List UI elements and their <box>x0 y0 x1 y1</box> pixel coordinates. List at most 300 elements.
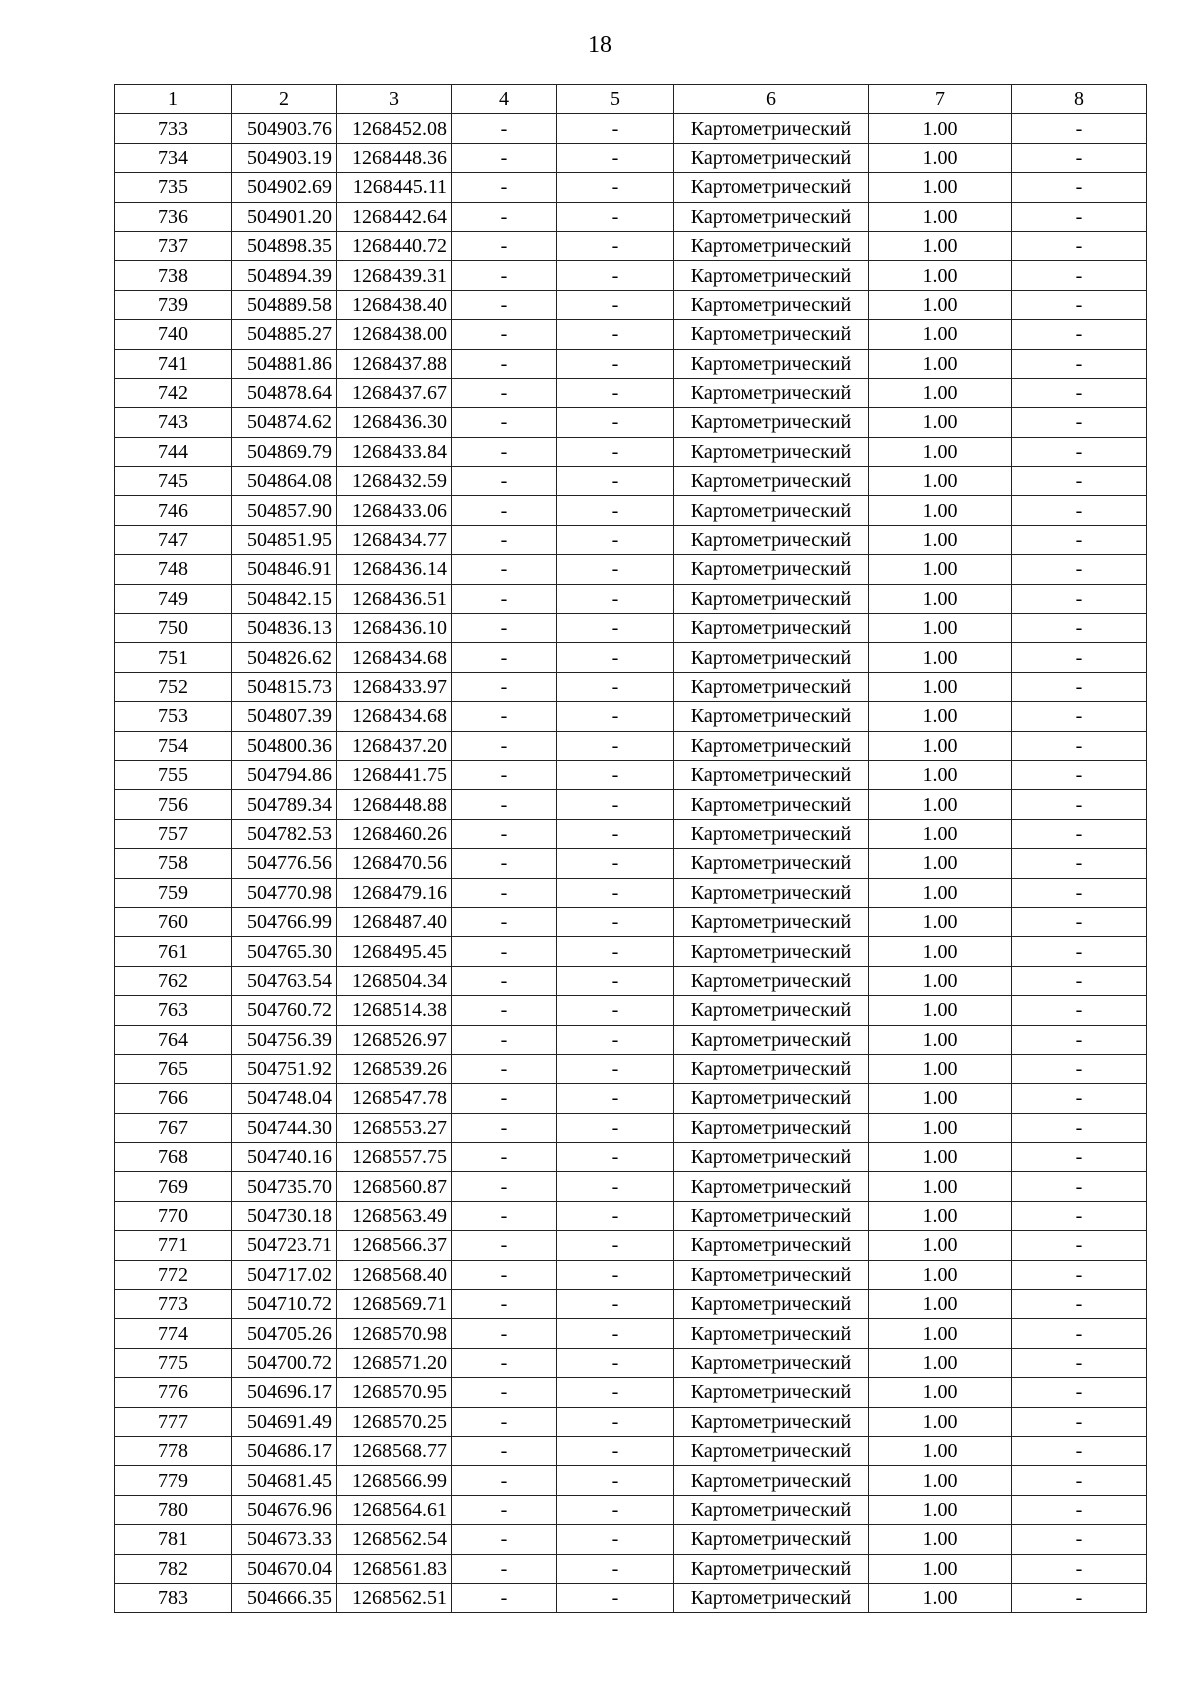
col4-value-cell: - <box>452 143 557 172</box>
table-row <box>115 702 1147 731</box>
accuracy-cell: 1.00 <box>869 173 1012 202</box>
coord-y-cell: 1268560.87 <box>337 1172 452 1201</box>
accuracy-cell: 1.00 <box>869 378 1012 407</box>
coord-y-cell: 1268452.08 <box>337 114 452 143</box>
coord-y-cell: 1268487.40 <box>337 907 452 936</box>
col8-value-cell: - <box>1012 378 1147 407</box>
coord-y-cell: 1268434.68 <box>337 643 452 672</box>
col5-value-cell: - <box>557 614 674 643</box>
method-cell: Картометрический <box>674 202 869 231</box>
col5-value-cell: - <box>557 1348 674 1377</box>
accuracy-cell: 1.00 <box>869 614 1012 643</box>
col4-value-cell: - <box>452 672 557 701</box>
point-number-cell: 733 <box>115 114 232 143</box>
table-row <box>115 849 1147 878</box>
coord-x-cell: 504903.76 <box>232 114 337 143</box>
col4-value-cell: - <box>452 1143 557 1172</box>
table-row <box>115 261 1147 290</box>
coord-y-cell: 1268436.14 <box>337 555 452 584</box>
coord-y-cell: 1268436.51 <box>337 584 452 613</box>
coord-x-cell: 504730.18 <box>232 1201 337 1230</box>
accuracy-cell: 1.00 <box>869 437 1012 466</box>
coord-y-cell: 1268568.40 <box>337 1260 452 1289</box>
point-number-cell: 749 <box>115 584 232 613</box>
table-row <box>115 1319 1147 1348</box>
method-cell: Картометрический <box>674 1113 869 1142</box>
coord-x-cell: 504846.91 <box>232 555 337 584</box>
col5-value-cell: - <box>557 966 674 995</box>
coord-x-cell: 504673.33 <box>232 1525 337 1554</box>
accuracy-cell: 1.00 <box>869 143 1012 172</box>
col8-value-cell: - <box>1012 760 1147 789</box>
table-row <box>115 437 1147 466</box>
col4-value-cell: - <box>452 937 557 966</box>
col8-value-cell: - <box>1012 643 1147 672</box>
point-number-cell: 758 <box>115 849 232 878</box>
col4-value-cell: - <box>452 1378 557 1407</box>
col5-value-cell: - <box>557 525 674 554</box>
coord-y-cell: 1268570.95 <box>337 1378 452 1407</box>
accuracy-cell: 1.00 <box>869 966 1012 995</box>
col8-value-cell: - <box>1012 231 1147 260</box>
method-cell: Картометрический <box>674 1525 869 1554</box>
col5-value-cell: - <box>557 437 674 466</box>
coord-y-cell: 1268442.64 <box>337 202 452 231</box>
col4-value-cell: - <box>452 1231 557 1260</box>
point-number-cell: 763 <box>115 996 232 1025</box>
coord-y-cell: 1268433.84 <box>337 437 452 466</box>
coord-x-cell: 504744.30 <box>232 1113 337 1142</box>
col5-value-cell: - <box>557 819 674 848</box>
col8-value-cell: - <box>1012 202 1147 231</box>
coord-y-cell: 1268553.27 <box>337 1113 452 1142</box>
col5-value-cell: - <box>557 1143 674 1172</box>
table-row <box>115 1143 1147 1172</box>
coord-x-cell: 504881.86 <box>232 349 337 378</box>
point-number-cell: 768 <box>115 1143 232 1172</box>
coord-y-cell: 1268539.26 <box>337 1054 452 1083</box>
table-row <box>115 1054 1147 1083</box>
coord-x-cell: 504902.69 <box>232 173 337 202</box>
col8-value-cell: - <box>1012 261 1147 290</box>
method-cell: Картометрический <box>674 1231 869 1260</box>
coord-y-cell: 1268569.71 <box>337 1290 452 1319</box>
accuracy-cell: 1.00 <box>869 672 1012 701</box>
coord-y-cell: 1268437.20 <box>337 731 452 760</box>
col4-value-cell: - <box>452 878 557 907</box>
accuracy-cell: 1.00 <box>869 202 1012 231</box>
table-row <box>115 790 1147 819</box>
point-number-cell: 735 <box>115 173 232 202</box>
col4-value-cell: - <box>452 1348 557 1377</box>
coord-x-cell: 504763.54 <box>232 966 337 995</box>
col4-value-cell: - <box>452 437 557 466</box>
accuracy-cell: 1.00 <box>869 290 1012 319</box>
column-header-7: 7 <box>869 85 1012 114</box>
accuracy-cell: 1.00 <box>869 261 1012 290</box>
coord-y-cell: 1268470.56 <box>337 849 452 878</box>
col5-value-cell: - <box>557 1495 674 1524</box>
table-row <box>115 467 1147 496</box>
col5-value-cell: - <box>557 1025 674 1054</box>
method-cell: Картометрический <box>674 290 869 319</box>
point-number-cell: 772 <box>115 1260 232 1289</box>
method-cell: Картометрический <box>674 1319 869 1348</box>
col5-value-cell: - <box>557 1113 674 1142</box>
col5-value-cell: - <box>557 1436 674 1465</box>
table-row <box>115 672 1147 701</box>
col4-value-cell: - <box>452 1436 557 1465</box>
point-number-cell: 740 <box>115 320 232 349</box>
col8-value-cell: - <box>1012 996 1147 1025</box>
point-number-cell: 759 <box>115 878 232 907</box>
col5-value-cell: - <box>557 261 674 290</box>
point-number-cell: 742 <box>115 378 232 407</box>
table-row <box>115 143 1147 172</box>
method-cell: Картометрический <box>674 849 869 878</box>
accuracy-cell: 1.00 <box>869 849 1012 878</box>
coord-x-cell: 504782.53 <box>232 819 337 848</box>
method-cell: Картометрический <box>674 437 869 466</box>
table-row <box>115 996 1147 1025</box>
coord-y-cell: 1268526.97 <box>337 1025 452 1054</box>
col8-value-cell: - <box>1012 555 1147 584</box>
point-number-cell: 764 <box>115 1025 232 1054</box>
coord-y-cell: 1268437.88 <box>337 349 452 378</box>
coord-x-cell: 504691.49 <box>232 1407 337 1436</box>
method-cell: Картометрический <box>674 143 869 172</box>
coordinates-table <box>114 84 1147 1613</box>
method-cell: Картометрический <box>674 1466 869 1495</box>
method-cell: Картометрический <box>674 525 869 554</box>
coord-y-cell: 1268568.77 <box>337 1436 452 1465</box>
col8-value-cell: - <box>1012 1407 1147 1436</box>
accuracy-cell: 1.00 <box>869 496 1012 525</box>
point-number-cell: 739 <box>115 290 232 319</box>
col5-value-cell: - <box>557 378 674 407</box>
method-cell: Картометрический <box>674 937 869 966</box>
coord-y-cell: 1268495.45 <box>337 937 452 966</box>
accuracy-cell: 1.00 <box>869 1260 1012 1289</box>
point-number-cell: 769 <box>115 1172 232 1201</box>
col5-value-cell: - <box>557 1554 674 1583</box>
method-cell: Картометрический <box>674 1260 869 1289</box>
col5-value-cell: - <box>557 1290 674 1319</box>
col4-value-cell: - <box>452 996 557 1025</box>
coord-x-cell: 504851.95 <box>232 525 337 554</box>
col5-value-cell: - <box>557 1054 674 1083</box>
col4-value-cell: - <box>452 290 557 319</box>
coord-x-cell: 504670.04 <box>232 1554 337 1583</box>
coord-y-cell: 1268562.51 <box>337 1583 452 1612</box>
coord-y-cell: 1268445.11 <box>337 173 452 202</box>
table-row <box>115 966 1147 995</box>
col5-value-cell: - <box>557 1407 674 1436</box>
coord-x-cell: 504878.64 <box>232 378 337 407</box>
point-number-cell: 748 <box>115 555 232 584</box>
col5-value-cell: - <box>557 849 674 878</box>
coord-x-cell: 504903.19 <box>232 143 337 172</box>
accuracy-cell: 1.00 <box>869 1348 1012 1377</box>
col8-value-cell: - <box>1012 1113 1147 1142</box>
col8-value-cell: - <box>1012 1583 1147 1612</box>
col8-value-cell: - <box>1012 437 1147 466</box>
method-cell: Картометрический <box>674 1495 869 1524</box>
table-row <box>115 525 1147 554</box>
table-row <box>115 114 1147 143</box>
point-number-cell: 743 <box>115 408 232 437</box>
col8-value-cell: - <box>1012 584 1147 613</box>
col8-value-cell: - <box>1012 173 1147 202</box>
point-number-cell: 747 <box>115 525 232 554</box>
coord-y-cell: 1268566.99 <box>337 1466 452 1495</box>
method-cell: Картометрический <box>674 1054 869 1083</box>
col5-value-cell: - <box>557 760 674 789</box>
accuracy-cell: 1.00 <box>869 1025 1012 1054</box>
coord-x-cell: 504748.04 <box>232 1084 337 1113</box>
coord-x-cell: 504836.13 <box>232 614 337 643</box>
accuracy-cell: 1.00 <box>869 1554 1012 1583</box>
coord-y-cell: 1268436.10 <box>337 614 452 643</box>
accuracy-cell: 1.00 <box>869 996 1012 1025</box>
coord-x-cell: 504894.39 <box>232 261 337 290</box>
point-number-cell: 766 <box>115 1084 232 1113</box>
table-row <box>115 1084 1147 1113</box>
coord-x-cell: 504705.26 <box>232 1319 337 1348</box>
col4-value-cell: - <box>452 1054 557 1083</box>
accuracy-cell: 1.00 <box>869 702 1012 731</box>
accuracy-cell: 1.00 <box>869 1172 1012 1201</box>
coord-y-cell: 1268441.75 <box>337 760 452 789</box>
point-number-cell: 753 <box>115 702 232 731</box>
point-number-cell: 782 <box>115 1554 232 1583</box>
col4-value-cell: - <box>452 1495 557 1524</box>
point-number-cell: 761 <box>115 937 232 966</box>
method-cell: Картометрический <box>674 878 869 907</box>
coord-y-cell: 1268571.20 <box>337 1348 452 1377</box>
col4-value-cell: - <box>452 1201 557 1230</box>
page-number: 18 <box>588 32 612 58</box>
coord-x-cell: 504700.72 <box>232 1348 337 1377</box>
col8-value-cell: - <box>1012 1290 1147 1319</box>
col4-value-cell: - <box>452 966 557 995</box>
col5-value-cell: - <box>557 790 674 819</box>
col8-value-cell: - <box>1012 849 1147 878</box>
col5-value-cell: - <box>557 143 674 172</box>
table-row <box>115 320 1147 349</box>
method-cell: Картометрический <box>674 907 869 936</box>
method-cell: Картометрический <box>674 1583 869 1612</box>
coord-x-cell: 504864.08 <box>232 467 337 496</box>
point-number-cell: 755 <box>115 760 232 789</box>
col5-value-cell: - <box>557 114 674 143</box>
col4-value-cell: - <box>452 349 557 378</box>
coord-y-cell: 1268566.37 <box>337 1231 452 1260</box>
col4-value-cell: - <box>452 790 557 819</box>
table-row <box>115 1113 1147 1142</box>
accuracy-cell: 1.00 <box>869 643 1012 672</box>
method-cell: Картометрический <box>674 702 869 731</box>
point-number-cell: 746 <box>115 496 232 525</box>
col4-value-cell: - <box>452 496 557 525</box>
col5-value-cell: - <box>557 1466 674 1495</box>
col8-value-cell: - <box>1012 1319 1147 1348</box>
accuracy-cell: 1.00 <box>869 1583 1012 1612</box>
coord-x-cell: 504770.98 <box>232 878 337 907</box>
col5-value-cell: - <box>557 349 674 378</box>
method-cell: Картометрический <box>674 760 869 789</box>
method-cell: Картометрический <box>674 672 869 701</box>
coord-x-cell: 504756.39 <box>232 1025 337 1054</box>
accuracy-cell: 1.00 <box>869 1436 1012 1465</box>
accuracy-cell: 1.00 <box>869 555 1012 584</box>
coord-y-cell: 1268504.34 <box>337 966 452 995</box>
table-row <box>115 1201 1147 1230</box>
col8-value-cell: - <box>1012 496 1147 525</box>
coord-y-cell: 1268561.83 <box>337 1554 452 1583</box>
point-number-cell: 734 <box>115 143 232 172</box>
table-row <box>115 1436 1147 1465</box>
accuracy-cell: 1.00 <box>869 231 1012 260</box>
coord-y-cell: 1268438.00 <box>337 320 452 349</box>
point-number-cell: 775 <box>115 1348 232 1377</box>
coord-y-cell: 1268563.49 <box>337 1201 452 1230</box>
col4-value-cell: - <box>452 261 557 290</box>
column-header-6: 6 <box>674 85 869 114</box>
method-cell: Картометрический <box>674 349 869 378</box>
col5-value-cell: - <box>557 555 674 584</box>
table-row <box>115 643 1147 672</box>
column-header-5: 5 <box>557 85 674 114</box>
table-row <box>115 1172 1147 1201</box>
table-row <box>115 1260 1147 1289</box>
method-cell: Картометрический <box>674 1290 869 1319</box>
col5-value-cell: - <box>557 290 674 319</box>
col4-value-cell: - <box>452 378 557 407</box>
col5-value-cell: - <box>557 1231 674 1260</box>
coord-x-cell: 504765.30 <box>232 937 337 966</box>
col4-value-cell: - <box>452 1290 557 1319</box>
point-number-cell: 737 <box>115 231 232 260</box>
table-header <box>115 85 1147 114</box>
col4-value-cell: - <box>452 849 557 878</box>
method-cell: Картометрический <box>674 261 869 290</box>
point-number-cell: 745 <box>115 467 232 496</box>
point-number-cell: 754 <box>115 731 232 760</box>
col4-value-cell: - <box>452 702 557 731</box>
col4-value-cell: - <box>452 1407 557 1436</box>
coord-y-cell: 1268547.78 <box>337 1084 452 1113</box>
table-row <box>115 202 1147 231</box>
coord-x-cell: 504815.73 <box>232 672 337 701</box>
col8-value-cell: - <box>1012 408 1147 437</box>
method-cell: Картометрический <box>674 996 869 1025</box>
table-row <box>115 231 1147 260</box>
col4-value-cell: - <box>452 173 557 202</box>
col8-value-cell: - <box>1012 1143 1147 1172</box>
col5-value-cell: - <box>557 672 674 701</box>
coord-x-cell: 504760.72 <box>232 996 337 1025</box>
column-header-4: 4 <box>452 85 557 114</box>
col8-value-cell: - <box>1012 1466 1147 1495</box>
coord-y-cell: 1268437.67 <box>337 378 452 407</box>
method-cell: Картометрический <box>674 378 869 407</box>
method-cell: Картометрический <box>674 1025 869 1054</box>
col8-value-cell: - <box>1012 1378 1147 1407</box>
point-number-cell: 757 <box>115 819 232 848</box>
method-cell: Картометрический <box>674 467 869 496</box>
accuracy-cell: 1.00 <box>869 467 1012 496</box>
point-number-cell: 779 <box>115 1466 232 1495</box>
col8-value-cell: - <box>1012 672 1147 701</box>
col8-value-cell: - <box>1012 1348 1147 1377</box>
accuracy-cell: 1.00 <box>869 907 1012 936</box>
col8-value-cell: - <box>1012 114 1147 143</box>
point-number-cell: 778 <box>115 1436 232 1465</box>
col8-value-cell: - <box>1012 1025 1147 1054</box>
method-cell: Картометрический <box>674 1084 869 1113</box>
accuracy-cell: 1.00 <box>869 1113 1012 1142</box>
accuracy-cell: 1.00 <box>869 1319 1012 1348</box>
col4-value-cell: - <box>452 231 557 260</box>
coord-x-cell: 504686.17 <box>232 1436 337 1465</box>
accuracy-cell: 1.00 <box>869 731 1012 760</box>
coord-y-cell: 1268434.68 <box>337 702 452 731</box>
method-cell: Картометрический <box>674 966 869 995</box>
col4-value-cell: - <box>452 1260 557 1289</box>
accuracy-cell: 1.00 <box>869 349 1012 378</box>
col4-value-cell: - <box>452 114 557 143</box>
col8-value-cell: - <box>1012 1260 1147 1289</box>
col4-value-cell: - <box>452 1525 557 1554</box>
accuracy-cell: 1.00 <box>869 525 1012 554</box>
method-cell: Картометрический <box>674 1436 869 1465</box>
col8-value-cell: - <box>1012 966 1147 995</box>
coord-x-cell: 504717.02 <box>232 1260 337 1289</box>
coord-y-cell: 1268564.61 <box>337 1495 452 1524</box>
point-number-cell: 751 <box>115 643 232 672</box>
col8-value-cell: - <box>1012 290 1147 319</box>
coord-x-cell: 504776.56 <box>232 849 337 878</box>
point-number-cell: 736 <box>115 202 232 231</box>
table-row <box>115 1231 1147 1260</box>
table-row <box>115 555 1147 584</box>
method-cell: Картометрический <box>674 173 869 202</box>
method-cell: Картометрический <box>674 1554 869 1583</box>
accuracy-cell: 1.00 <box>869 408 1012 437</box>
method-cell: Картометрический <box>674 819 869 848</box>
point-number-cell: 760 <box>115 907 232 936</box>
col4-value-cell: - <box>452 584 557 613</box>
table-row <box>115 1583 1147 1612</box>
col4-value-cell: - <box>452 320 557 349</box>
point-number-cell: 773 <box>115 1290 232 1319</box>
col4-value-cell: - <box>452 1319 557 1348</box>
method-cell: Картометрический <box>674 114 869 143</box>
col8-value-cell: - <box>1012 1436 1147 1465</box>
accuracy-cell: 1.00 <box>869 1231 1012 1260</box>
col8-value-cell: - <box>1012 1525 1147 1554</box>
col4-value-cell: - <box>452 1025 557 1054</box>
col4-value-cell: - <box>452 760 557 789</box>
point-number-cell: 774 <box>115 1319 232 1348</box>
col4-value-cell: - <box>452 731 557 760</box>
table-row <box>115 760 1147 789</box>
coord-y-cell: 1268440.72 <box>337 231 452 260</box>
coord-y-cell: 1268448.36 <box>337 143 452 172</box>
coord-x-cell: 504676.96 <box>232 1495 337 1524</box>
accuracy-cell: 1.00 <box>869 1290 1012 1319</box>
